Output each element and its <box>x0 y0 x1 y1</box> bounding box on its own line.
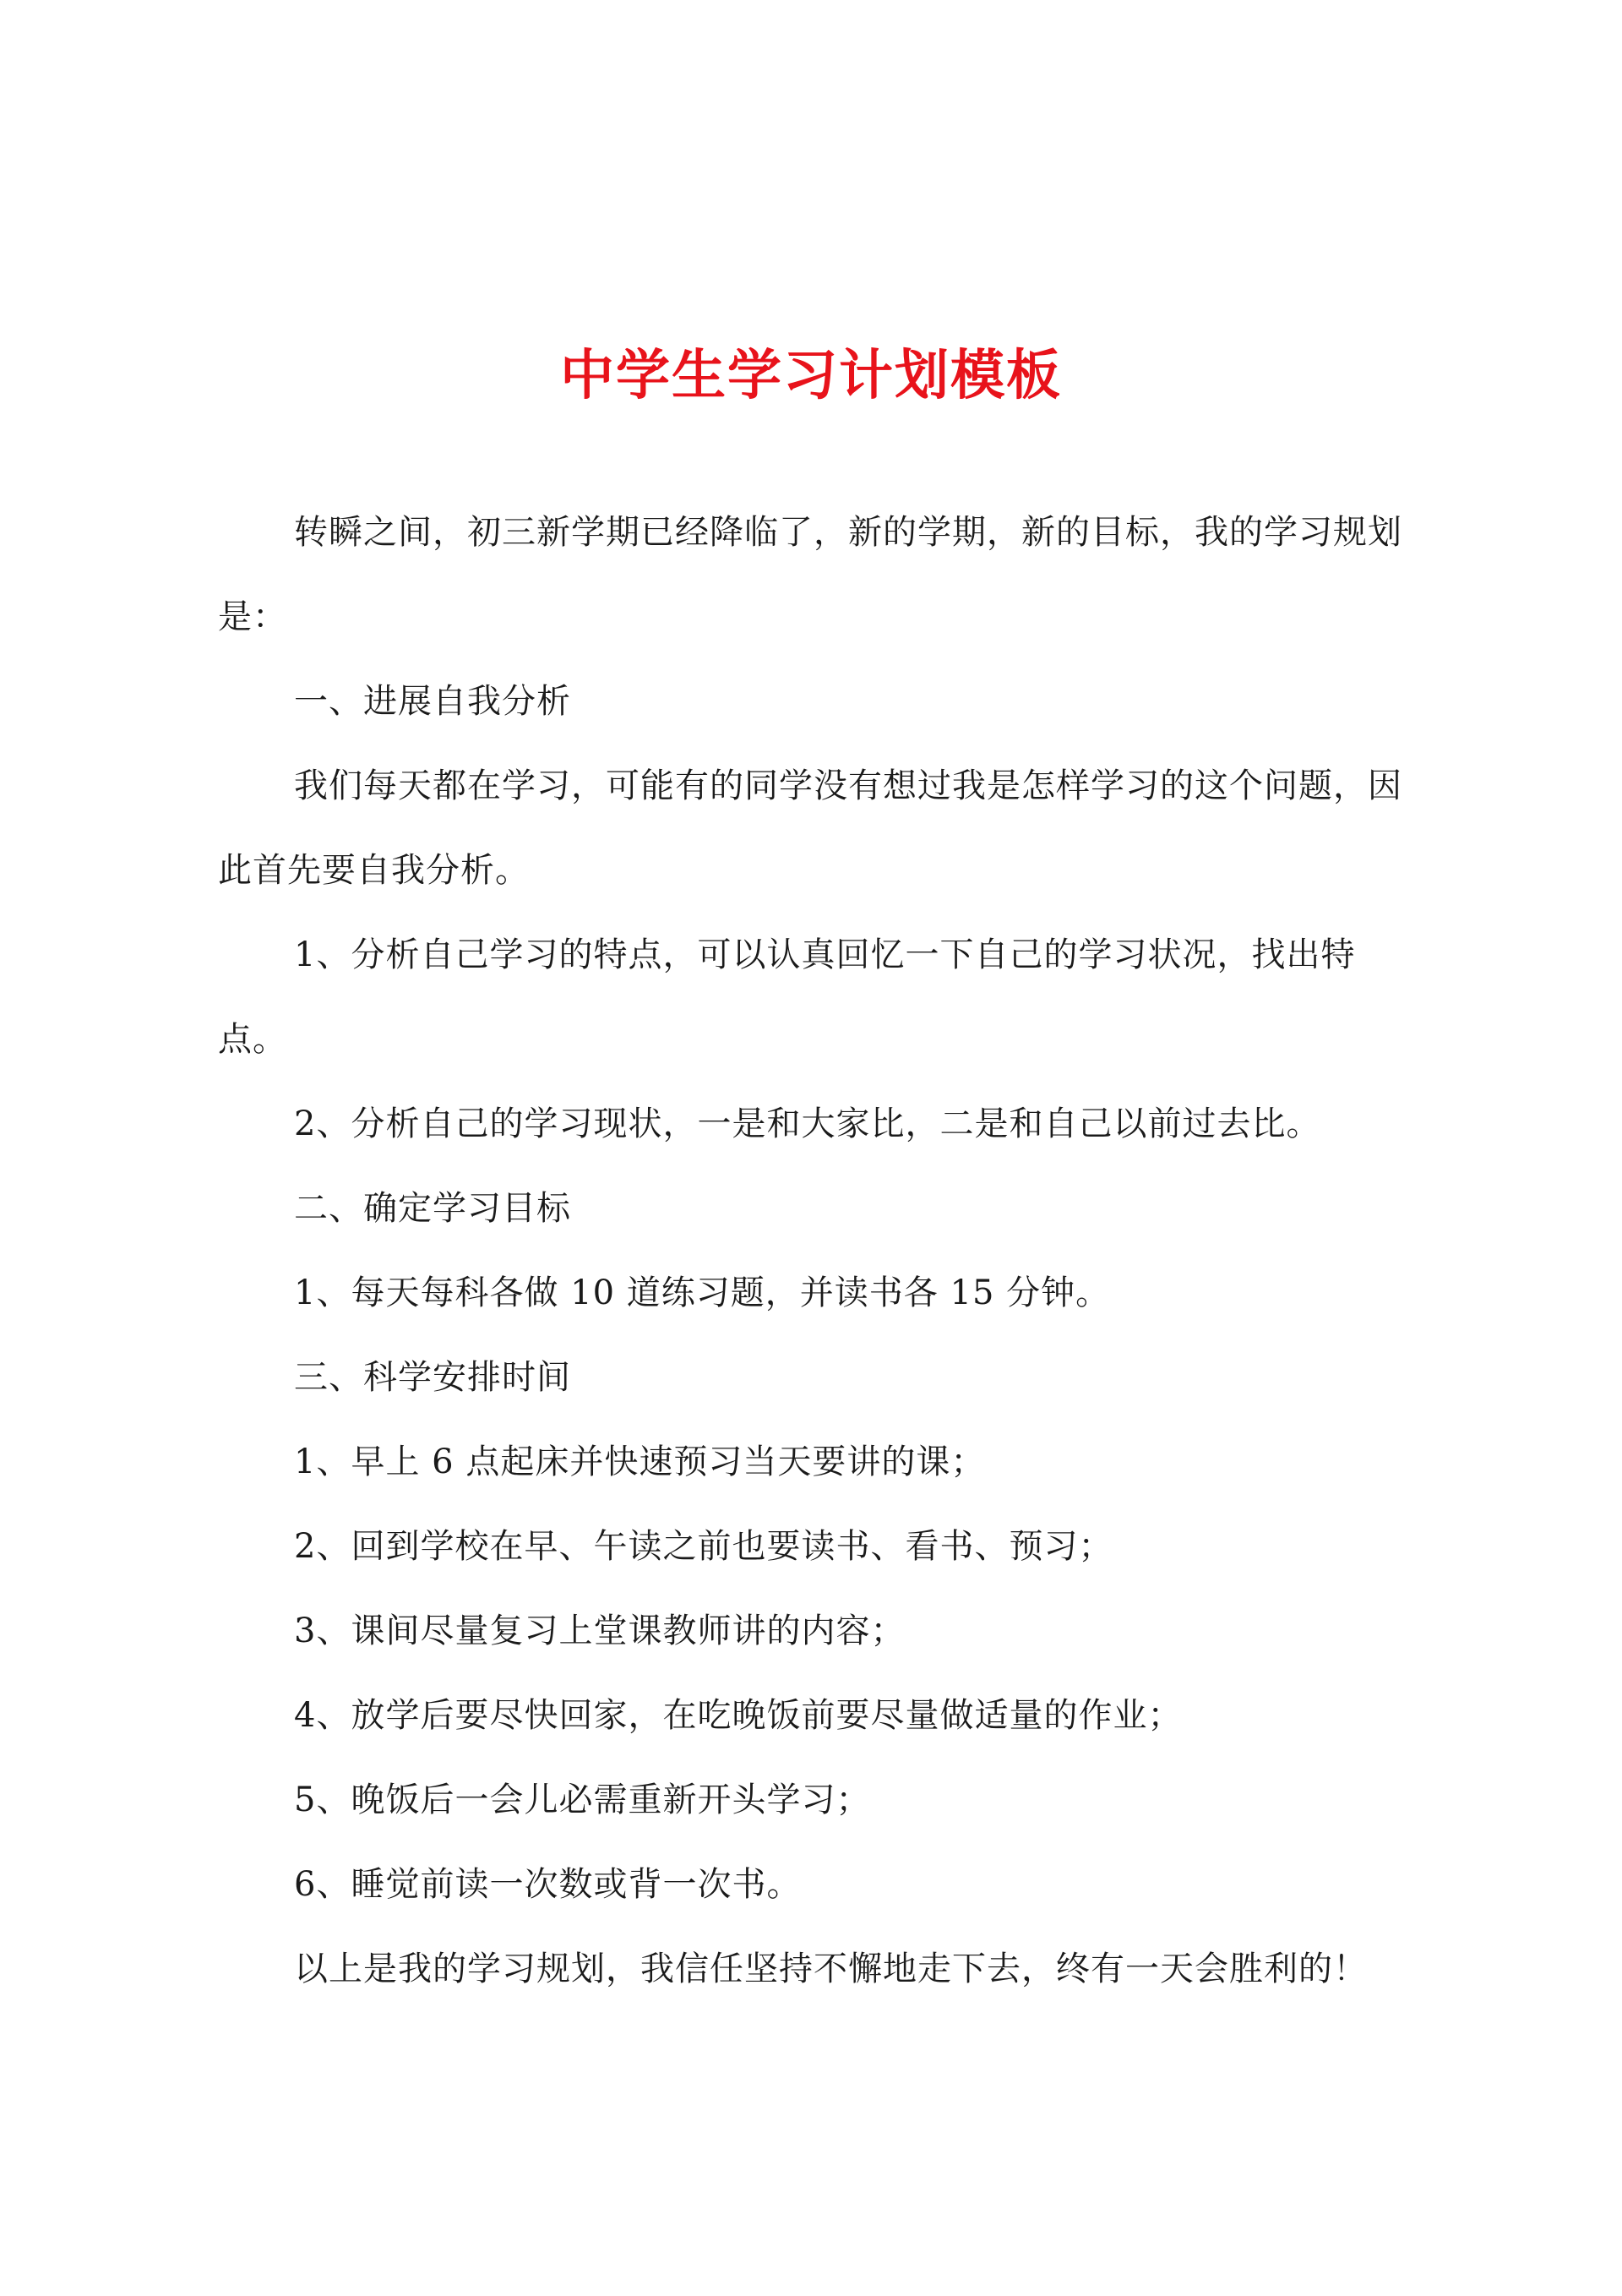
heading-study-goals: 二、确定学习目标 <box>294 1189 571 1228</box>
list-item: 2、回到学校在早、午读之前也要读书、看书、预习； <box>294 1527 1113 1566</box>
list-item: 6、睡觉前读一次数或背一次书。 <box>294 1865 802 1904</box>
list-item: 2、分析自己的学习现状，一是和大家比，二是和自己以前过去比。 <box>294 1104 1321 1143</box>
paragraph-conclusion: 以上是我的学习规划，我信任坚持不懈地走下去，终有一天会胜利的！ <box>294 1950 1368 1988</box>
list-item: 1、每天每科各做 10 道练习题，并读书各 15 分钟。 <box>294 1273 1111 1312</box>
document-title: 中学生学习计划模板 <box>560 344 1062 407</box>
list-item: 3、课间尽量复习上堂课教师讲的内容； <box>294 1612 906 1650</box>
heading-self-analysis: 一、进展自我分析 <box>294 682 571 721</box>
paragraph-self-analysis: 我们每天都在学习，可能有的同学没有想过我是怎样学习的这个问题，因此首先要自我分析。 <box>218 766 1402 890</box>
document-body <box>218 490 1424 2011</box>
list-item: 5、晚饭后一会儿必需重新开头学习； <box>294 1781 871 1819</box>
heading-schedule: 三、科学安排时间 <box>294 1358 571 1397</box>
list-item: 4、放学后要尽快回家，在吃晚饭前要尽量做适量的作业； <box>294 1696 1183 1735</box>
list-item: 1、分析自己学习的特点，可以认真回忆一下自己的学习状况，找出特点。 <box>218 935 1356 1059</box>
list-item: 1、早上 6 点起床并快速预习当天要讲的课； <box>294 1442 986 1481</box>
paragraph-intro: 转瞬之间，初三新学期已经降临了，新的学期，新的目标，我的学习规划是： <box>218 513 1402 636</box>
